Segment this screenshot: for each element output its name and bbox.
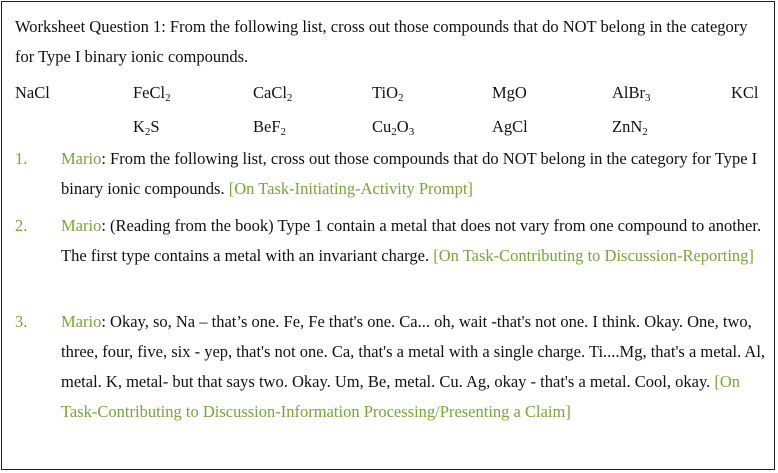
compound-kcl: KCl [731, 83, 759, 102]
compound-albr3: AlBr$_3$ [612, 83, 651, 104]
compound-k2s: $K_2S$ [133, 117, 160, 138]
utterance-text: : (Reading from the book) Type 1 contain a metal that does not vary from one compound to another. The first type contains a metal with an invariant charge. [61, 216, 762, 265]
utterance-text: : From the following list, cross out those compounds that do NOT belong in the category for Type I binary ionic compounds. [61, 149, 758, 198]
transcript-item-2 [61, 211, 769, 271]
speaker-name: Mario [61, 216, 102, 235]
transcript-box [1, 1, 775, 470]
compound-agcl: AgCl [492, 117, 528, 136]
speaker-name: Mario [61, 312, 102, 331]
coding-tag: [On Task-Contributing to Discussion-Reporting] [433, 246, 754, 265]
transcript-item-3 [61, 307, 769, 427]
coding-tag: [On Task-Initiating-Activity Prompt] [228, 179, 473, 198]
speaker-name: Mario [61, 149, 102, 168]
compound-fecl2: FeCl$_2$ [133, 83, 171, 104]
compound-nacl: NaCl [15, 83, 50, 102]
item-number: 1. [15, 149, 28, 168]
compound-cu2o3: $Cu_2O_3$ [372, 117, 415, 138]
compound-bef2: BeF$_2$ [253, 117, 287, 138]
compound-mgo: MgO [492, 83, 527, 102]
worksheet-question: Worksheet Question 1: From the following list, cross out those compounds that do NOT belong in the category for Type I binary ionic compounds. [15, 17, 748, 66]
transcript-item-1 [61, 144, 769, 204]
utterance-text: : Okay, so, Na – that’s one. Fe, Fe that's one. Ca... oh, wait -that's not one. I think. Okay. One, two, three, four, five, six - yep, that's not one. Ca, that's a metal with a single charge. Ti....Mg, that's a metal. Al, metal. K, metal- but that says two. Okay. Um, Be, metal. Cu. Ag, okay - that's a metal. Cool, okay. [61, 312, 766, 391]
compound-znn2: ZnN$_2$ [612, 117, 648, 138]
item-number: 2. [15, 216, 28, 235]
compound-tio2: TiO$_2$ [372, 83, 404, 104]
item-number: 3. [15, 312, 28, 331]
compound-cacl2: CaCl$_2$ [253, 83, 293, 104]
coding-tag: [On Task-Contributing to Discussion-Information Processing/Presenting a Claim] [61, 372, 741, 421]
